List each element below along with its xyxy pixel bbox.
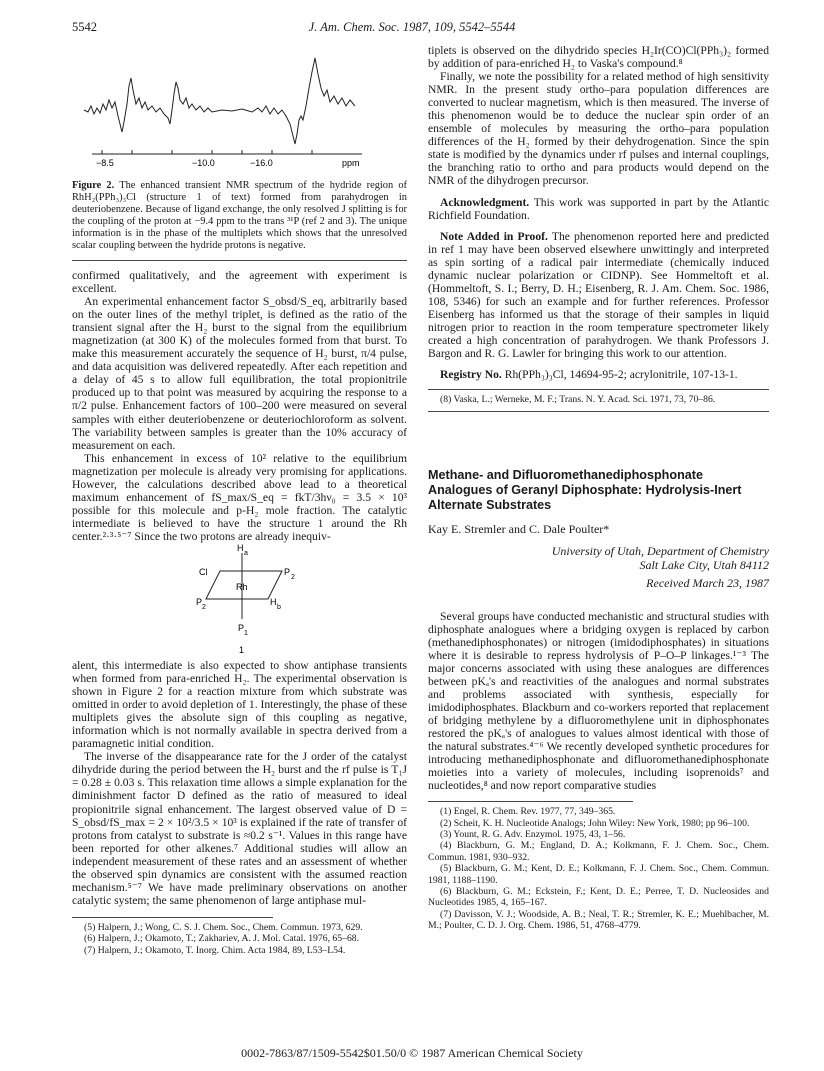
page-number: 5542 (72, 20, 97, 34)
ack-text: This work was supported in part by the Atlantic Richfield Foundation. (428, 195, 769, 222)
atom-p2-left: P (196, 596, 203, 607)
page-footer: 0002-7863/87/1509-5542$01.50/0 © 1987 American Chemical Society (241, 1046, 583, 1060)
atom-hb-sub: b (277, 603, 281, 611)
article-title: Methane- and Difluoromethanediphosphonate Analogues of Geranyl Diphosphate: Hydrolysis-Inert Alternate Substrates (428, 467, 742, 512)
paragraph: The inverse of the disappearance rate for the J order of the catalyst dihydride during the period between the H₂ burst and the rf pulse is T₁J = 0.28 ± 0.03 s. This relaxation time allows a simple explanation for the diminishment factor D defined as the ratio of measured to ideal propionitrile signal enhancement. The largest observed value of D = S_obsd/fS_max = 2 × 10²/3.5 × 10³ is explained if the rate of transfer of protons from catalyst to substrate is ≈0.2 s⁻¹. Values in this range have been reported for other alkenes.⁷ Additional studies will allow an independent measurement of these rates and an assessment of whether the observed spin dynamics are consistent with the assumed reaction mechanism.⁵⁻⁷ We have made preliminary observations on another catalytic system; the same phenomenon of large antiphase mul- (72, 750, 407, 907)
atom-p2-right-sub: 2 (291, 573, 295, 581)
note-label: Note Added in Proof. (440, 229, 548, 243)
divider (72, 260, 407, 261)
reference-item: (3) Yount, R. G. Adv. Enzymol. 1975, 43, 1–56. (440, 829, 626, 841)
paragraph: An experimental enhancement factor S_obsd/S_eq, arbitrarily based on the outer lines of the methyl triplet, is defined as the ratio of the transient signal after the H₂ burst to the signal from the equilibrium magnetization (at 300 K) of the molecules formed from that burst. To make this measurement accurately the sequence of H₂ burst, π/4 pulse, and data acquisition was delivered repeatedly. After each repetition and a delay of 45 s to allow full equilibration, the total propionitrile produced up to that point was measured by acquiring the response to a π/2 pulse. Enhancement factors of 100–200 were measured on several samples with either deuteriobenzene or deuteriochloroform as solvent. The variability between samples is greater than the 10% accuracy of measurement on each. (72, 295, 407, 452)
right-references (428, 806, 769, 931)
reference-item: (6) Halpern, J.; Okamoto, T.; Zakhariev, A. J. Mol. Catal. 1976, 65–68. (84, 933, 360, 945)
footnote-rule (72, 917, 273, 918)
divider (428, 411, 769, 412)
reference-item: (5) Blackburn, G. M.; Kent, D. E.; Kolkmann, F. J. Chem. Soc., Chem. Commun. 1981, 1188–1190. (428, 863, 769, 886)
atom-ha-sub: a (244, 549, 248, 557)
affiliation-2: Salt Lake City, Utah 84112 (639, 557, 769, 572)
paragraph: Several groups have conducted mechanistic and structural studies with diphosphate analogues where a bridging oxygen is replaced by carbon (methanediphosphonates) or nitrogen (imidodiphosphates) in situations where it is desirable to repress hydrolysis of P–O–P linkages.¹⁻³ The major concerns associated with using these analogues are differences between pKₐ's and reactivities of the analogues and normal substrates and problems associated with synthesis, especially for imidodiphosphates. Blackburn and co-workers reported that replacement of bridging methylene by a difluoromethylene unit in diphosphonates restored the pKₐ's of analogues to values almost identical with those of the natural substrates.⁴⁻⁶ We recently developed synthetic procedures for introducing methanediphosphonate and difluoromethanediphosphonate moieties into a variety of molecules, including isoprenoids⁷ and nucleotides,⁸ and now report comparative studies (428, 609, 769, 793)
registry-label: Registry No. (440, 368, 502, 382)
structure-diagram (72, 543, 407, 659)
running-header: J. Am. Chem. Soc. 1987, 109, 5542–5544 (308, 20, 516, 34)
atom-cl: Cl (199, 566, 208, 577)
reference-item: (2) Scheit, K. H. Nucleotide Analogs; John Wiley: New York, 1980; pp 96–100. (440, 817, 750, 829)
structure-number: 1 (239, 644, 245, 655)
tick-label-3: −16.0 (250, 158, 273, 168)
reference-item: (1) Engel, R. Chem. Rev. 1977, 77, 349–365. (440, 806, 616, 818)
paragraph: This enhancement in excess of 10² relative to the equilibrium magnetization per molecule is already very promising for applications. However, the calculations described above lead to a theoretical maximum enhancement of fS_max/S_eq = fkT/3hν₀ = 3.5 × 10³ possible for this molecule and p-H₂ mole fraction. The catalytic intermediate is believed to have the structure 1 around the Rh center.²·³·⁵⁻⁷ Since the two protons are already inequiv- (72, 451, 407, 543)
paragraph: tiplets is observed on the dihydrido species H₂Ir(CO)Cl(PPh₃)₂ formed by addition of para-enriched H₂ to Vaska's compound.⁸ (428, 44, 769, 71)
paragraph: confirmed qualitatively, and the agreement with experiment is excellent. (72, 269, 407, 296)
left-column (72, 44, 407, 956)
affiliation-1: University of Utah, Department of Chemistry (551, 543, 769, 558)
nmr-spectrum (72, 44, 407, 180)
paragraph: alent, this intermediate is also expected to show antiphase transients when formed from para-enriched H₂. The experimental observation is shown in Figure 2 for a reaction mixture from which substrate was omitted in order to avoid depletion of 1. Interestingly, the phase of these multiplets gives the absolute sign of this coupling as negative, information which is not normally available in spectra derived from a paramagnetic initial condition. (72, 658, 407, 751)
ack-label: Acknowledgment. (440, 195, 530, 209)
reference-item: (7) Halpern, J.; Okamoto, T. Inorg. Chim. Acta 1984, 89, L53–L54. (84, 944, 346, 956)
divider (428, 389, 769, 390)
authors: Kay E. Stremler and C. Dale Poulter* (428, 521, 610, 536)
reference-item: (4) Blackburn, G. M.; England, D. A.; Kolkmann, F. J. Chem. Soc., Chem. Commun. 1981, 930–932. (428, 840, 769, 863)
left-references (72, 922, 407, 956)
received-date: Received March 23, 1987 (646, 575, 769, 590)
note-added-in-proof (428, 230, 769, 360)
spectrum-trace (84, 58, 355, 144)
reference-item: (8) Vaska, L.; Werneke, M. F.; Trans. N. Y. Acad. Sci. 1971, 73, 70–86. (440, 394, 716, 406)
right-column (428, 44, 769, 932)
atom-p2-left-sub: 2 (202, 603, 206, 611)
reference-item: (5) Halpern, J.; Wong, C. S. J. Chem. Soc., Chem. Commun. 1973, 629. (84, 921, 363, 933)
figure-label: Figure 2. (72, 180, 115, 191)
tick-label-1: −8.5 (96, 158, 114, 168)
atom-rh: Rh (236, 581, 248, 592)
registry (428, 368, 769, 381)
atom-ha: H (237, 542, 244, 553)
paragraph: Finally, we note the possibility for a related method of high sensitivity NMR. In the present study ortho–para population differences are converted to nuclear magnetism, which is then measured. The inverse of this phenomenon would be to deduce the nuclear spin order of an ensemble of molecules by measuring the ortho–para population differences of the H₂ formed by their dehydrogenation. Since the spin state is modified by the dynamics under rf pulses and internal couplings, the branching ratio to ortho and para products would depend on the NMR of the dihydrogen precursor. (428, 70, 769, 188)
atom-p1-sub: 1 (244, 629, 248, 637)
tick-label-unit: ppm (342, 158, 360, 168)
atom-p1: P (238, 622, 245, 633)
reference-item: (7) Davisson, V. J.; Woodside, A. B.; Neal, T. R.; Stremler, K. E.; Muehlbacher, M. M.; Poulter, C. D. J. Org. Chem. 1986, 51, 4768–4779. (428, 908, 769, 932)
caption-text: The enhanced transient NMR spectrum of the hydride region of RhH₂(PPh₃)₃Cl (structure 1 of text) formed from parahydrogen in deuteriobenzene. Because of ligand exchange, the only resolved J splitting is for the coupling of the proton at −9.4 ppm to the trans ³¹P (ref 2 and 3). The unique information is in the phase of the multiplets which shows that the unresolved scalar coupling between the hydride protons is negative. (72, 180, 407, 251)
figure-2 (72, 44, 407, 180)
tick-label-2: −10.0 (192, 158, 215, 168)
atom-hb: H (270, 596, 277, 607)
ref-8 (428, 394, 769, 405)
atom-p2-right: P (284, 566, 291, 577)
note-text: The phenomenon reported here and predicted in ref 1 may have been observed elsewhere unwittingly and interpreted as spin sorting of a radical pair intermediate (chemically induced dynamic nuclear polarization or CIDNP). See Hommeltoft et al. (Hommeltoft, S. I.; Berry, D. H.; Eisenberg, R. J. Am. Chem. Soc. 1986, 108, 5346) for such an example and for further references. Professor Eisenberg has informed us that the storage of their samples in liquid nitrogen prior to reaction in the room temperature spectrometer likely created a high concentration of parahydrogen. We thank Professors J. Bargon and R. G. Lawler for bringing this work to our attention. (428, 229, 769, 361)
reference-item: (6) Blackburn, G. M.; Eckstein, F.; Kent, D. E.; Perree, T. D. Nucleosides and Nucleotides 1985, 4, 165–167. (428, 886, 769, 909)
structure-1 (72, 543, 407, 659)
footnote-rule (428, 801, 633, 802)
acknowledgment (428, 196, 769, 222)
figure-2-caption (72, 180, 407, 252)
registry-text: Rh(PPh₃)₃Cl, 14694-95-2; acrylonitrile, 107-13-1. (504, 368, 738, 382)
